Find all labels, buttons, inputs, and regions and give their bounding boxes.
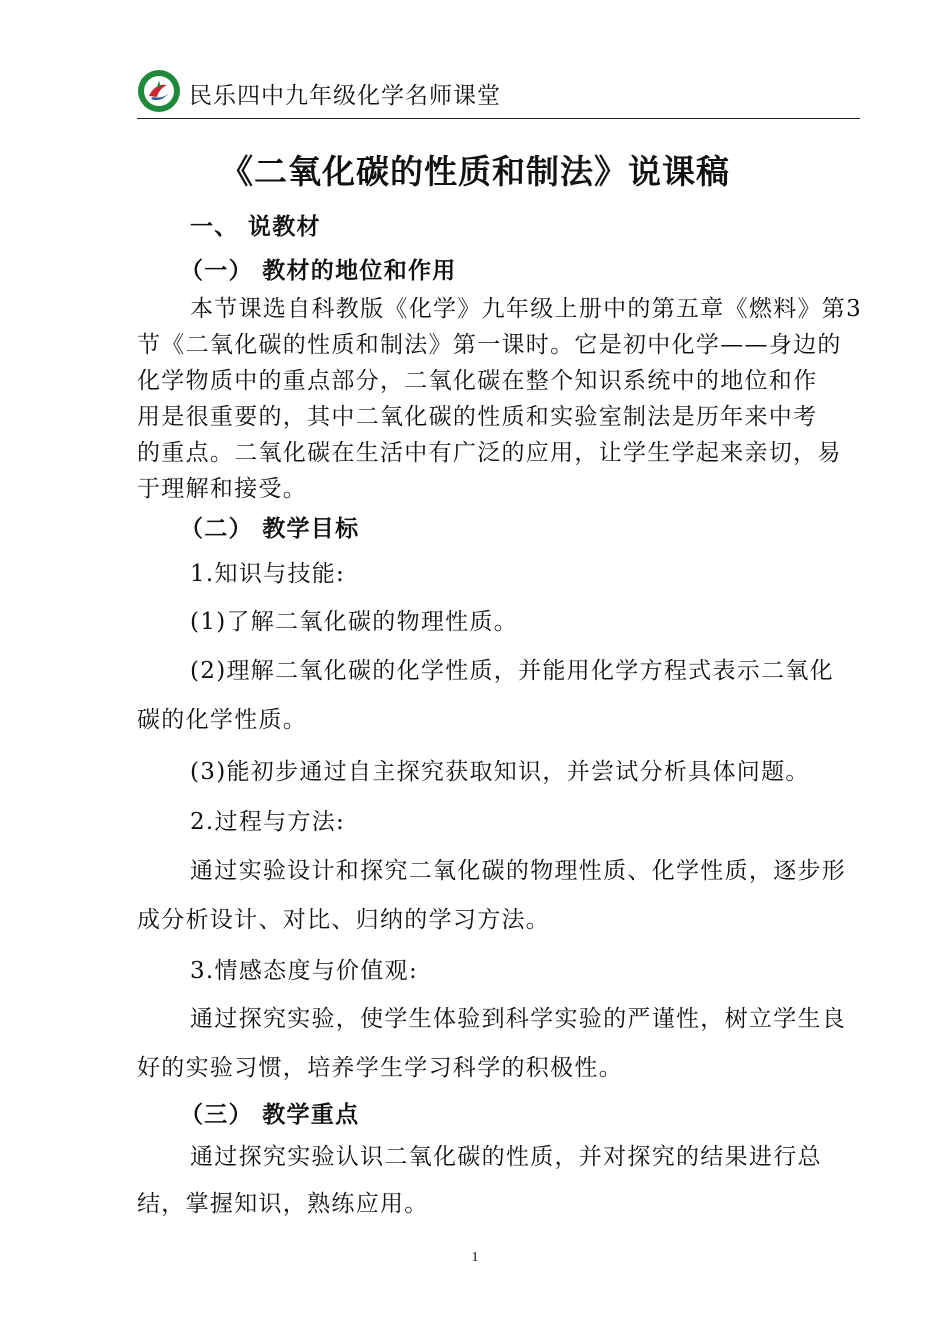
paragraph-line: 于理解和接受。	[137, 476, 308, 502]
document-title: 《二氧化碳的性质和制法》说课稿	[220, 152, 730, 191]
paragraph-line: 的重点。二氧化碳在生活中有广泛的应用，让学生学起来亲切，易	[137, 440, 842, 466]
goal-item: (3)能初步通过自主探究获取知识，并尝试分析具体问题。	[190, 759, 810, 785]
subsection-heading: （一） 教材的地位和作用	[180, 258, 457, 284]
paragraph-line: 通过探究实验，使学生体验到科学实验的严谨性，树立学生良	[190, 1006, 847, 1032]
paragraph-line: 好的实验习惯，培养学生学习科学的积极性。	[137, 1055, 623, 1081]
paragraph-line: 用是很重要的，其中二氧化碳的性质和实验室制法是历年来中考	[137, 404, 818, 430]
paragraph-line: 通过实验设计和探究二氧化碳的物理性质、化学性质，逐步形	[190, 858, 847, 884]
goal-title: 1.知识与技能:	[190, 561, 346, 587]
goal-item: (1)了解二氧化碳的物理性质。	[190, 609, 519, 635]
paragraph-line: 成分析设计、对比、归纳的学习方法。	[137, 907, 551, 933]
subsection-heading: （三） 教学重点	[180, 1102, 360, 1128]
paragraph-line: 化学物质中的重点部分，二氧化碳在整个知识系统中的地位和作	[137, 368, 818, 394]
page-number: 1	[471, 1250, 479, 1265]
subsection-heading: （二） 教学目标	[180, 516, 360, 542]
goal-title: 3.情感态度与价值观:	[190, 958, 418, 984]
paragraph-line: 通过探究实验认识二氧化碳的性质，并对探究的结果进行总	[190, 1144, 822, 1170]
paragraph-line: 本节课选自科教版《化学》九年级上册中的第五章《燃料》第3	[190, 296, 863, 322]
section-heading: 一、 说教材	[190, 214, 321, 240]
paragraph-line: 节《二氧化碳的性质和制法》第一课时。它是初中化学——身边的	[137, 332, 842, 358]
goal-item: (2)理解二氧化碳的化学性质，并能用化学方程式表示二氧化	[190, 658, 834, 684]
header-title: 民乐四中九年级化学名师课堂	[189, 83, 501, 109]
page-header	[137, 68, 860, 119]
school-logo-icon	[137, 69, 181, 113]
goal-item: 碳的化学性质。	[137, 707, 308, 733]
paragraph-line: 结，掌握知识，熟练应用。	[137, 1191, 429, 1217]
goal-title: 2.过程与方法:	[190, 809, 346, 835]
